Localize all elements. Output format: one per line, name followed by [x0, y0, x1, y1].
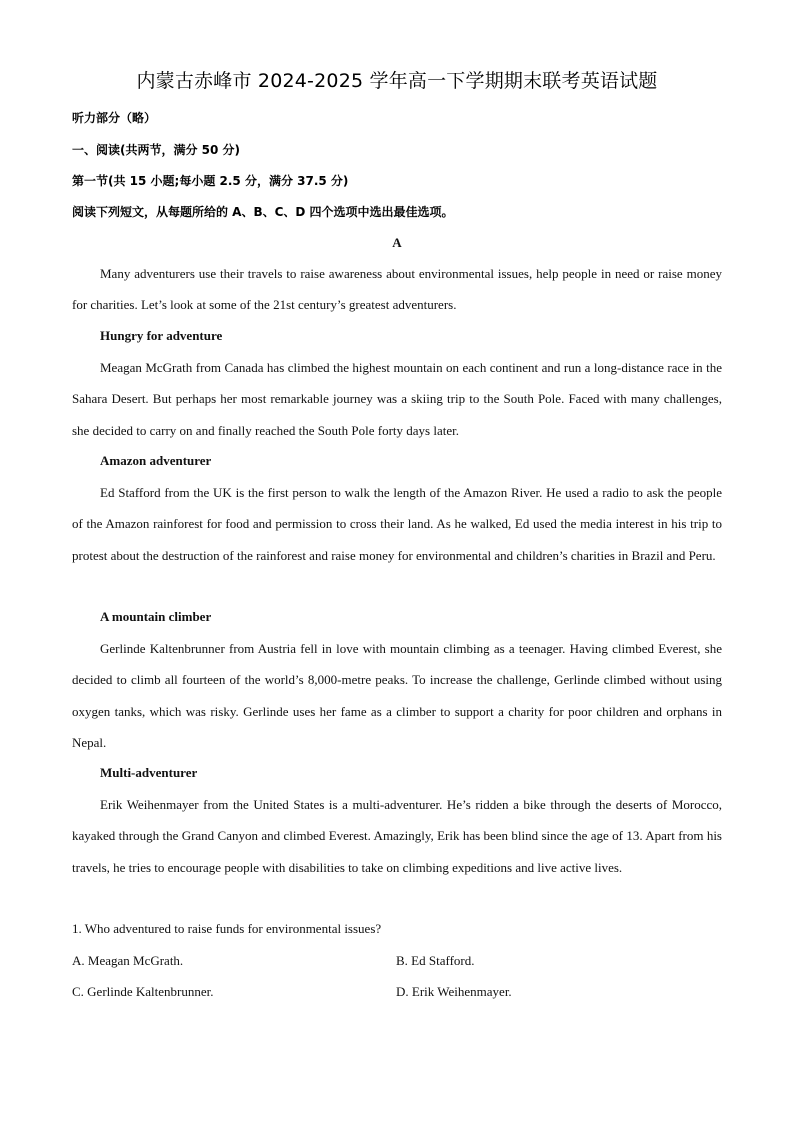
section-heading-hungry: Hungry for adventure — [100, 328, 223, 343]
section-text-amazon: Ed Stafford from the UK is the first person to walk the length of the Amazon River. He used a radio to ask the people of the Amazon rainforest for food and permission to cross their land. As he walked, Ed used the media interest in his trip to protest about the destruction of the rainforest and raise money for environmental and children’s charities in Brazil and Peru. — [72, 485, 722, 563]
option-c: C. Gerlinde Kaltenbrunner. — [72, 984, 214, 999]
section-text-hungry: Meagan McGrath from Canada has climbed the highest mountain on each continent and run a long-distance race in the Sahara Desert. But perhaps her most remarkable journey was a skiing trip to the South Pole. Faced with many challenges, she decided to carry on and finally reached the South Pole forty days later. — [72, 360, 722, 438]
option-a: A. Meagan McGrath. — [72, 953, 184, 968]
intro-paragraph: Many adventurers use their travels to raise awareness about environmental issues, help people in need or raise money for charities. Let’s look at some of the 21st century’s greatest adventurers. — [72, 266, 722, 313]
listening-note: 听力部分（略） — [72, 111, 157, 125]
option-d: D. Erik Weihenmayer. — [396, 984, 512, 999]
instructions: 阅读下列短文，从每题所给的 A、B、C、D 四个选项中选出最佳选项。 — [72, 205, 454, 219]
section-heading: 一、阅读(共两节，满分 50 分) — [72, 143, 241, 157]
section-text-multi: Erik Weihenmayer from the United States is a multi-adventurer. He’s ridden a bike through the deserts of Morocco, kayaked through the Grand Canyon and climbed Everest. Amazingly, Erik has been blind since the age of 13. Apart from his travels, he tries to encourage people with disabilities to take on climbing expeditions and live active lives. — [72, 797, 722, 875]
option-b: B. Ed Stafford. — [396, 953, 475, 968]
section-heading-amazon: Amazon adventurer — [100, 453, 212, 468]
section-text-mountain: Gerlinde Kaltenbrunner from Austria fell in love with mountain climbing as a teenager. Having climbed Everest, she decided to climb all fourteen of the world’s 8,000-metre peaks. To increase the challenge, Gerlinde climbed without using oxygen tanks, which was risky. Gerlinde uses her fame as a climber to support a charity for poor children and orphans in Nepal. — [72, 641, 722, 750]
page-title: 内蒙古赤峰市 2024-2025 学年高一下学期期末联考英语试题 — [136, 70, 658, 92]
part-heading: 第一节(共 15 小题;每小题 2.5 分，满分 37.5 分) — [72, 174, 349, 188]
question-text: 1. Who adventured to raise funds for environmental issues? — [72, 921, 382, 936]
passage-label: A — [392, 235, 402, 250]
section-heading-multi: Multi-adventurer — [100, 765, 198, 780]
section-heading-mountain: A mountain climber — [100, 609, 212, 624]
